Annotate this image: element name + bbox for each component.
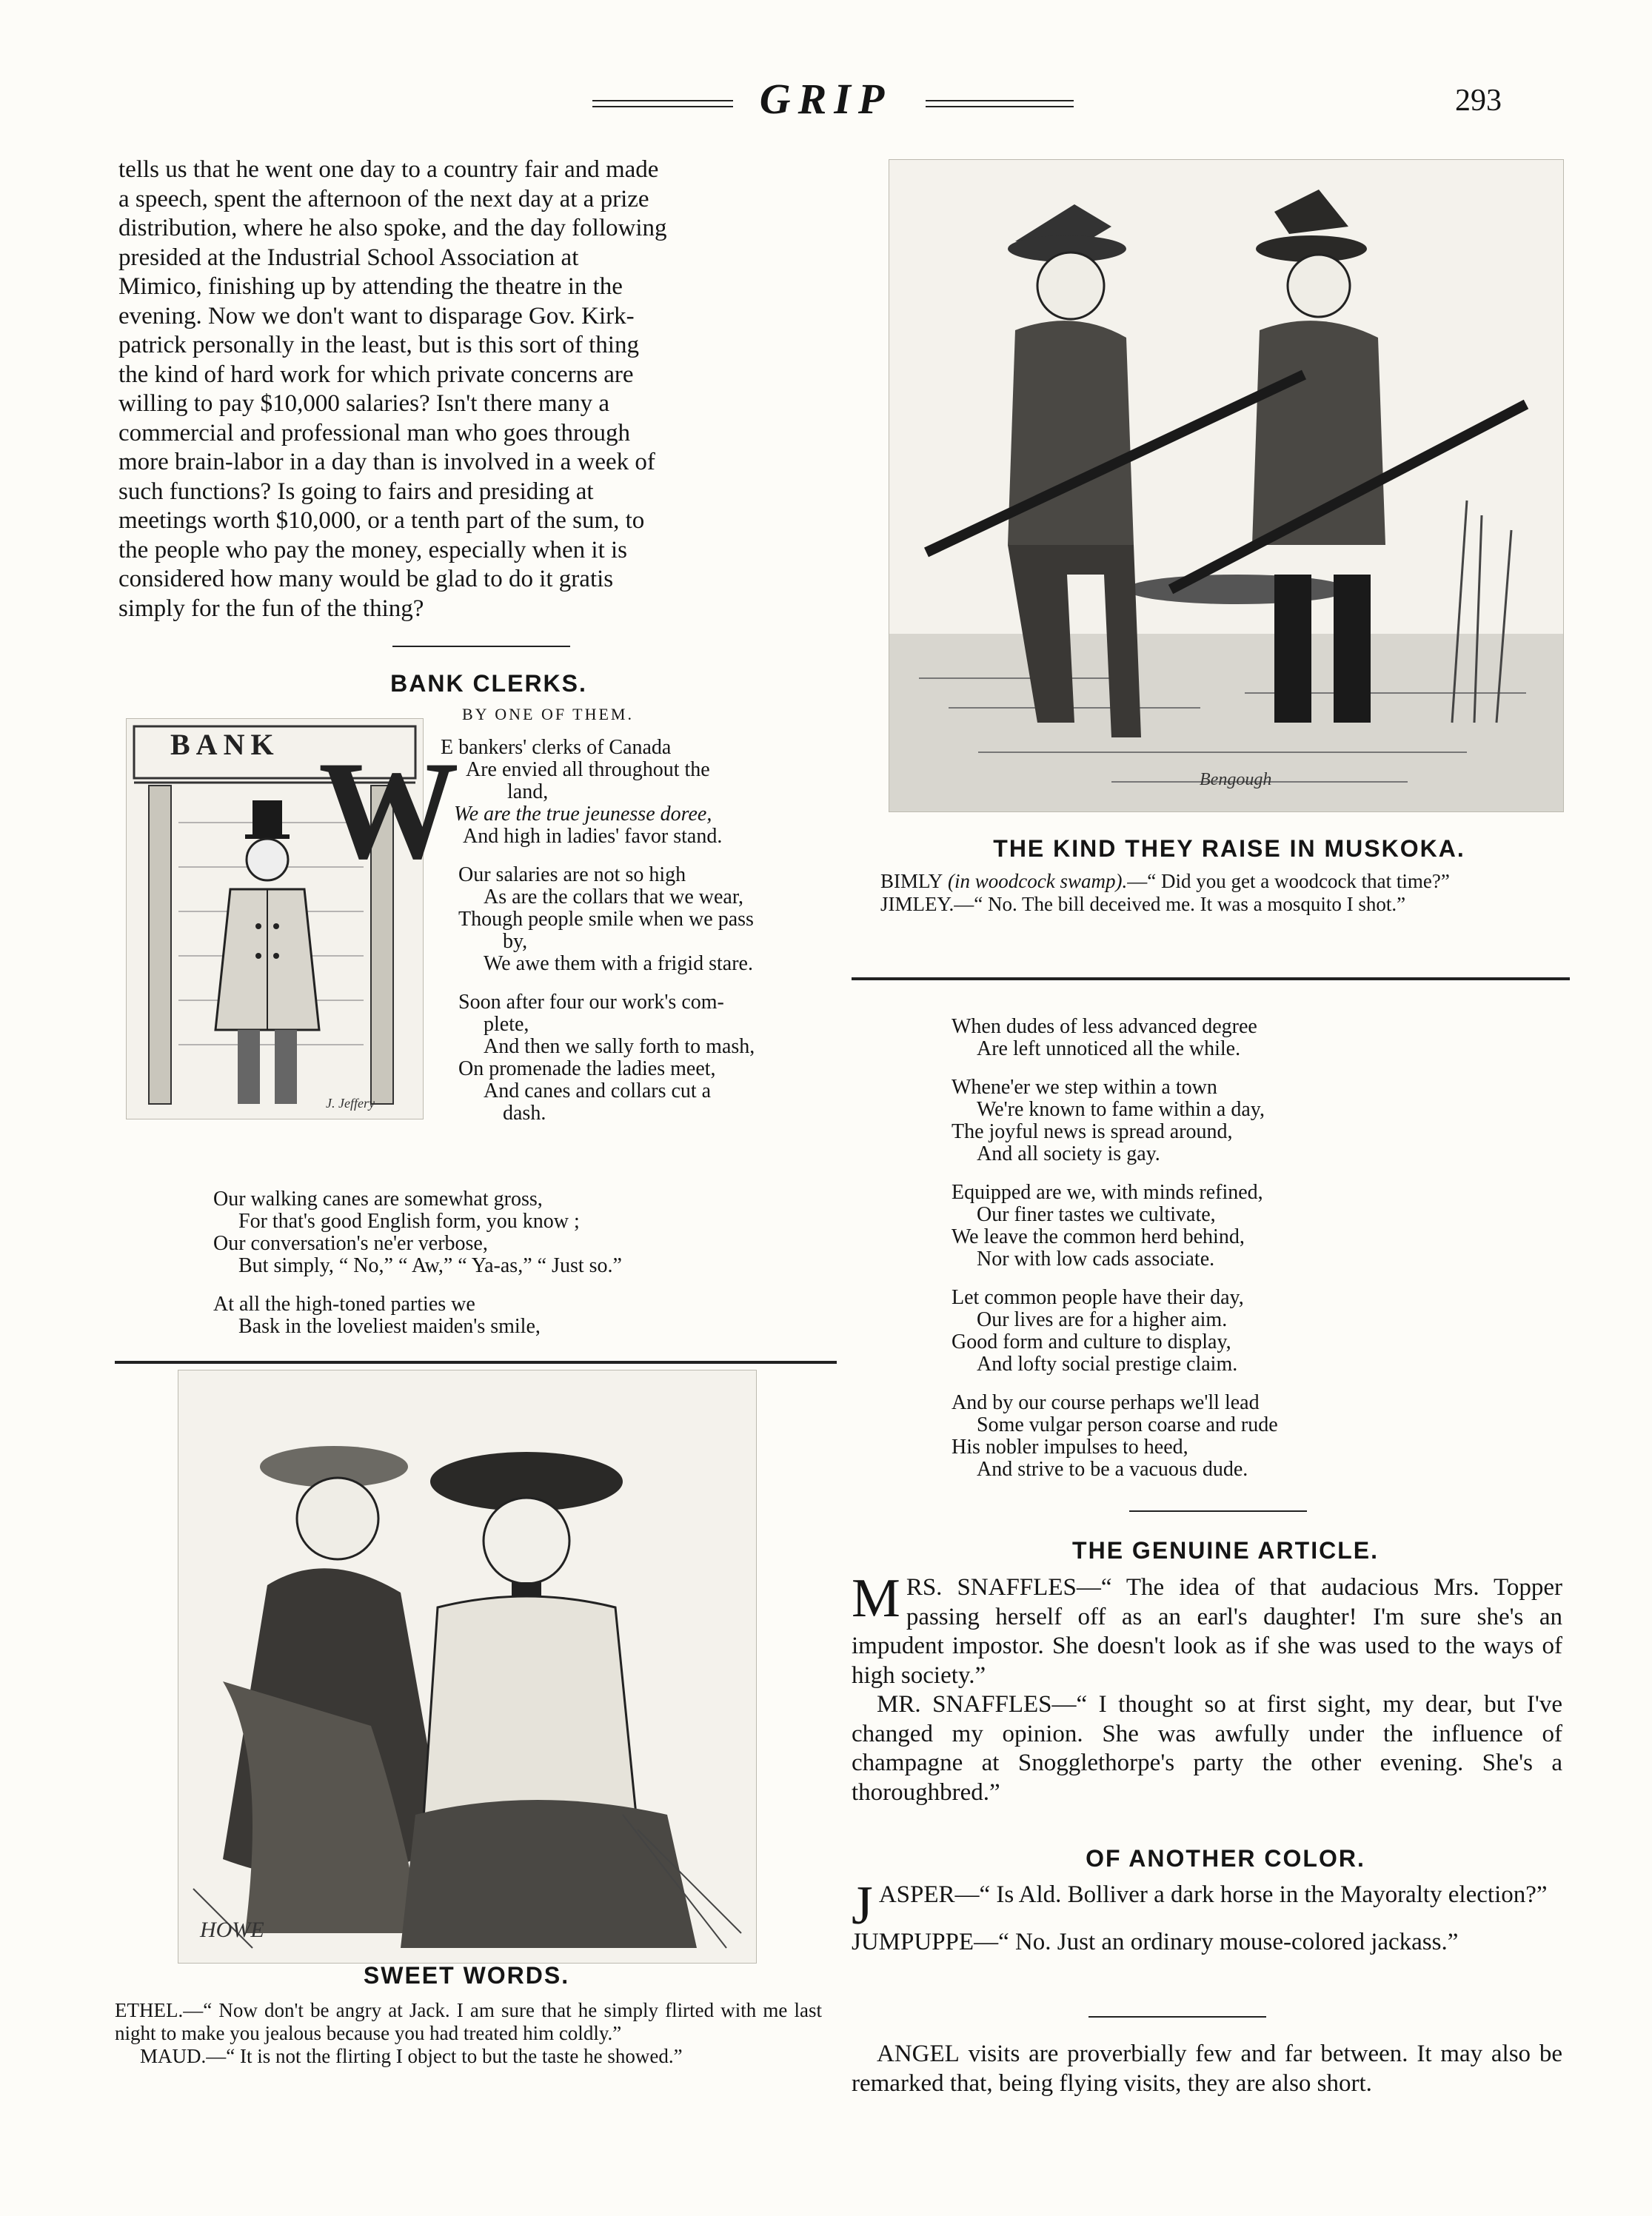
poem-stanza	[213, 1188, 806, 1277]
poem-line: Are left unnoticed all the while.	[977, 1037, 1241, 1060]
ethel-line: —“ Now don't be angry at Jack. I am sure that he simply flirted with me last night to make you jealous because you had treated him coldly.”	[115, 1999, 822, 2044]
intro-line: simply for the fun of the thing?	[118, 595, 424, 622]
muskoka-title: THE KIND THEY RAISE IN MUSKOKA.	[993, 835, 1465, 862]
sweet-words-artist-signature: HOWE	[200, 1918, 264, 1942]
poem-line: On promenade the ladies meet,	[458, 1057, 716, 1080]
poem-line: E bankers' clerks of Canada	[441, 736, 672, 759]
article-paragraph	[852, 1875, 1562, 1936]
bank-clerks-poem-part2	[213, 1188, 806, 1354]
intro-line: more brain-labor in a day than is involved in a week of	[118, 449, 655, 475]
section-divider	[1088, 2016, 1266, 2018]
poem-line: dash.	[503, 1102, 546, 1125]
jimley-line: —“ No. The bill deceived me. It was a mosquito I shot.”	[954, 893, 1406, 915]
intro-line: considered how many would be glad to do it gratis	[118, 566, 614, 592]
intro-line: the kind of hard work for which private concerns are	[118, 361, 634, 388]
poem-stanza	[458, 864, 826, 975]
poem-line: Our walking canes are somewhat gross,	[213, 1188, 543, 1211]
poem-stanza	[952, 1392, 1470, 1481]
muskoka-caption	[855, 870, 1566, 916]
poem-line: Our salaries are not so high	[458, 863, 686, 886]
article-paragraph	[852, 1568, 1562, 1690]
intro-line: commercial and professional man who goes through	[118, 419, 630, 446]
poem-line: At all the high-toned parties we	[213, 1293, 475, 1316]
speaker-bimly: BIMLY	[880, 870, 943, 892]
poem-line: And strive to be a vacuous dude.	[977, 1458, 1248, 1481]
mr-snaffles-line: —“ I thought so at first sight, my dear, but I've changed my opinion. She was awfully under the influence of champagne at Snogglethorpe's party the other evening. She's a thoroughbred.”	[852, 1691, 1562, 1806]
bank-clerks-poem-part1	[441, 737, 826, 1141]
angel-visits-paragraph	[852, 2040, 1562, 2098]
drop-cap-j: J	[852, 1875, 873, 1936]
poem-stanza	[952, 1077, 1470, 1165]
poem-line: And then we sally forth to mash,	[484, 1035, 755, 1058]
intro-line: a speech, spent the afternoon of the next day at a prize	[118, 185, 649, 212]
intro-line: willing to pay $10,000 salaries? Isn't there many a	[118, 390, 610, 417]
speaker-jimley: JIMLEY.	[880, 893, 954, 915]
poem-line: And all society is gay.	[977, 1142, 1160, 1165]
poem-line: Some vulgar person coarse and rude	[977, 1413, 1278, 1436]
poem-line: Nor with low cads associate.	[977, 1248, 1215, 1271]
poem-line: Though people smile when we pass	[458, 908, 754, 931]
column-section-rule	[115, 1361, 837, 1364]
intro-line: such functions? Is going to fairs and presiding at	[118, 478, 594, 505]
genuine-article-title: THE GENUINE ARTICLE.	[1072, 1537, 1379, 1564]
poem-line: Good form and culture to display,	[952, 1330, 1231, 1353]
bank-sign-label: BANK	[170, 728, 280, 761]
intro-line: distribution, where he also spoke, and the day following	[118, 215, 667, 241]
poem-line: When dudes of less advanced degree	[952, 1015, 1257, 1038]
drop-cap-w: W	[318, 733, 459, 888]
intro-line: tells us that he went one day to a country fair and made	[118, 156, 659, 183]
caption-paragraph	[855, 893, 1566, 916]
poem-line: Our lives are for a higher aim.	[977, 1308, 1228, 1331]
intro-line: evening. Now we don't want to disparage Gov. Kirk-	[118, 302, 635, 329]
poem-line: Equipped are we, with minds refined,	[952, 1181, 1263, 1204]
poem-line: We are the true jeunesse doree,	[454, 803, 712, 826]
poem-line: The joyful news is spread around,	[952, 1120, 1233, 1143]
intro-line: the people who pay the money, especially when it is	[118, 536, 628, 563]
poem-line: As are the collars that we wear,	[484, 886, 744, 908]
speaker-maud: MAUD.	[140, 2045, 207, 2067]
mrs-snaffles-line: RS. SNAFFLES—“ The idea of that audacious Mrs. Topper passing herself off as an earl's daughter! I'm sure she's an impudent impostor. She doesn't look as if she was used to the ways of high society.”	[852, 1574, 1562, 1689]
bank-clerk-artist-signature: J. Jeffery	[326, 1096, 375, 1111]
muskoka-hunters-illustration	[889, 159, 1564, 812]
poem-line: Our conversation's ne'er verbose,	[213, 1232, 488, 1255]
page-number: 293	[1455, 84, 1502, 118]
intro-line: presided at the Industrial School Association at	[118, 244, 579, 271]
jasper-line: ASPER—“ Is Ald. Bolliver a dark horse in the Mayoralty election?”	[878, 1881, 1548, 1908]
angel-lead: ANGEL	[877, 2041, 960, 2067]
angel-text: visits are proverbially few and far between. It may also be remarked that, being flying visits, they are also short.	[852, 2041, 1562, 2097]
genuine-article-body	[852, 1568, 1562, 1807]
poem-line: plete,	[484, 1013, 529, 1036]
muskoka-artist-signature: Bengough	[1200, 770, 1272, 789]
poem-line: Let common people have their day,	[952, 1286, 1244, 1309]
poem-line: Soon after four our work's com-	[458, 991, 724, 1014]
poem-line: For that's good English form, you know ;	[238, 1210, 580, 1233]
intro-line: Mimico, finishing up by attending the theatre in the	[118, 273, 623, 300]
caption-paragraph	[115, 1999, 822, 2045]
maud-line: —“ It is not the flirting I object to but the taste he showed.”	[206, 2045, 683, 2067]
poem-line: His nobler impulses to heed,	[952, 1436, 1188, 1459]
poem-line: by,	[503, 930, 528, 953]
bank-clerks-title: BANK CLERKS.	[390, 670, 587, 697]
bimly-line: —“ Did you get a woodcock that time?”	[1127, 870, 1450, 892]
poem-stanza	[213, 1293, 806, 1338]
speaker-mr-snaffles: MR. SNAFFLES	[877, 1691, 1052, 1718]
article-paragraph	[852, 1928, 1562, 1958]
another-color-body	[852, 1875, 1562, 1958]
sweet-words-illustration	[178, 1370, 757, 1964]
caption-paragraph	[855, 870, 1566, 893]
intro-line: meetings worth $10,000, or a tenth part of the sum, to	[118, 507, 645, 534]
article-paragraph	[852, 1690, 1562, 1807]
masthead-title: GRIP	[759, 75, 892, 123]
poem-line: But simply, “ No,” “ Aw,” “ Ya-as,” “ Just so.”	[238, 1254, 622, 1277]
poem-line: Bask in the loveliest maiden's smile,	[238, 1315, 541, 1338]
caption-paragraph	[115, 2045, 822, 2068]
poem-line: Are envied all throughout the	[466, 758, 710, 781]
intro-line: patrick personally in the least, but is this sort of thing	[118, 332, 639, 358]
bank-clerks-byline: BY ONE OF THEM.	[461, 705, 634, 723]
poem-line: And canes and collars cut a	[484, 1079, 712, 1102]
intro-paragraph	[118, 155, 826, 623]
poem-stanza	[952, 1182, 1470, 1271]
speaker-jumpuppe: JUMPUPPE	[852, 1929, 974, 1955]
poem-stanza	[952, 1287, 1470, 1376]
sweet-words-title: SWEET WORDS.	[363, 1962, 570, 1989]
poem-line: And by our course perhaps we'll lead	[952, 1391, 1260, 1414]
poem-stanza	[441, 737, 826, 848]
column-section-rule	[852, 977, 1570, 980]
poem-line: land,	[507, 780, 549, 803]
poem-line: Whene'er we step within a town	[952, 1076, 1217, 1099]
poem-line: And high in ladies' favor stand.	[463, 825, 723, 848]
jumpuppe-line: —“ No. Just an ordinary mouse-colored jackass.”	[974, 1929, 1459, 1955]
another-color-title: OF ANOTHER COLOR.	[1086, 1845, 1365, 1872]
poem-stanza	[458, 991, 826, 1125]
bank-clerks-poem-continued	[952, 1016, 1470, 1497]
poem-line: We awe them with a frigid stare.	[484, 952, 753, 975]
poem-stanza	[952, 1016, 1470, 1060]
poem-line: We're known to fame within a day,	[977, 1098, 1265, 1121]
sweet-words-caption	[115, 1999, 822, 2068]
poem-line: And lofty social prestige claim.	[977, 1353, 1238, 1376]
speaker-ethel: ETHEL.	[115, 1999, 184, 2021]
section-divider	[1129, 1510, 1307, 1512]
drop-cap-m: M	[852, 1568, 900, 1629]
stage-direction: (in woodcock swamp).	[948, 870, 1128, 892]
poem-line: We leave the common herd behind,	[952, 1225, 1245, 1248]
section-divider	[392, 646, 570, 647]
poem-line: Our finer tastes we cultivate,	[977, 1203, 1216, 1226]
